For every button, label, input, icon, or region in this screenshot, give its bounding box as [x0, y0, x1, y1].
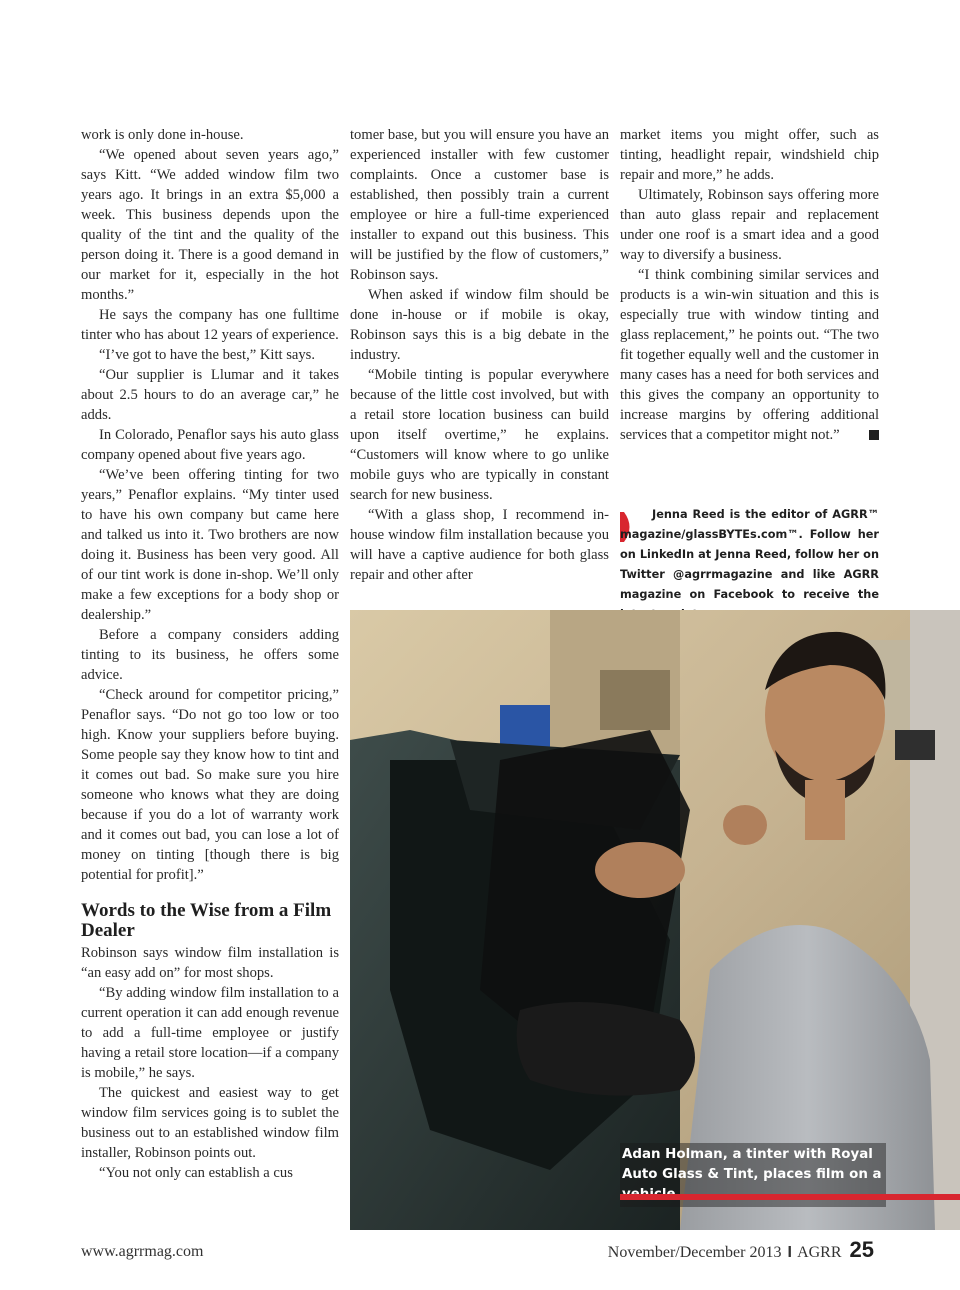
section-subheading: Words to the Wise from a Film Dealer	[81, 900, 332, 941]
paragraph: “Mobile tinting is popular everywhere because of the little cost involved, but with a retail store location business can build upon itself overtime,” he explains. “Customers will know where to go unlike mobile guys who are typically in constant search for new business.	[350, 367, 609, 503]
article-photo	[350, 610, 960, 1230]
photo-caption: Adan Holman, a tinter with Royal Auto Glass & Tint, places film on a	[620, 1143, 886, 1207]
photo-illustration	[350, 610, 960, 1230]
paragraph: tomer base, but you will ensure you have an experienced installer with few customer complaints. Once a customer base is established, then possibly train a current employee or hire a full-time experienced installer to expand out this business. This will be justified by the flow of customers,” Robinson says.	[350, 127, 609, 283]
author-bio-text: Jenna Reed is the editor of AGRR™ magazine/glassBYTEs.com™. Follow her on LinkedIn at Jenna Reed, follow her on Twitter @agrrmagazine and like AGRR magazine on Facebook to receive the	[620, 508, 879, 601]
paragraph: work is only done in-house.	[81, 127, 244, 143]
paragraph: “By adding window film installation to a current operation it can add enough revenue to add a full-time employee or justify having a retail store location—if a company is mobile,” he says.	[81, 985, 339, 1081]
paragraph: “Check around for competitor pricing,” Penaflor says. “Do not go too low or too high. Know your suppliers before buying. Some people say they know how to tint and it comes out bad. So make sure you hire someone who knows what they are doing because if you do a lot of warranty work and it comes out bad, you can lose a lot of money on tinting [though there is big potential for profit].”	[81, 687, 339, 883]
paragraph: Robinson says window film installation is “an easy add on” for most shops.	[81, 945, 339, 981]
paragraph	[620, 265, 879, 445]
end-of-article-mark	[869, 430, 879, 440]
author-bio	[620, 505, 879, 625]
footer-issue-info	[608, 1237, 874, 1263]
page-number: 25	[849, 1237, 874, 1262]
paragraph-text: “I think combining similar services and products is a win-win situation and this is especially true with window tinting and glass replacement,” he points out. “The two fit together equally well and the customer in many cases has a need for both services and this gives the company an opportunity to increase margins by offering additional services that a competitor might not.”	[620, 267, 879, 443]
paragraph: “You not only can establish a cus	[99, 1165, 293, 1181]
paragraph: Before a company considers adding tinting to its business, he offers some advice.	[81, 627, 339, 683]
footer-issue-date: November/December 2013	[607, 1244, 782, 1261]
article-column-3	[620, 125, 879, 445]
paragraph: market items you might offer, such as tinting, headlight repair, windshield chip repair and more,” he adds.	[620, 127, 879, 183]
paragraph: Ultimately, Robinson says offering more than auto glass repair and replacement under one roof is a smart idea and a good way to diversify a business.	[620, 187, 879, 263]
paragraph: When asked if window film should be done in-house or if mobile is okay, Robinson says this is a big debate in the industry.	[350, 287, 609, 363]
paragraph: The quickest and easiest way to get window film services going is to sublet the business out to an established window film installer, Robinson points out.	[81, 1085, 339, 1161]
paragraph: “Our supplier is Llumar and it takes about 2.5 hours to do an average car,” he adds.	[81, 367, 339, 423]
paragraph: He says the company has one fulltime tinter who has about 12 years of experience.	[81, 307, 339, 343]
paragraph: “We’ve been offering tinting for two years,” Penaflor explains. “My tinter used to have his own company but came here and talked us into it. Two brothers are now doing it. Business has been very good. All of our tint work is done in-shop. We’ll only make a few exceptions for a body shop or dealership.”	[81, 467, 339, 623]
footer-magazine-name: AGRR	[797, 1244, 842, 1261]
article-column-2	[350, 125, 609, 585]
caption-accent-rule	[620, 1194, 960, 1200]
footer-website: www.agrrmag.com	[81, 1243, 204, 1260]
paragraph: “I’ve got to have the best,” Kitt says.	[99, 347, 316, 363]
footer-separator: I	[787, 1244, 792, 1261]
article-column-1	[81, 125, 339, 1183]
paragraph: In Colorado, Penaflor says his auto glass company opened about five years ago.	[81, 427, 339, 463]
paragraph: “We opened about seven years ago,” says Kitt. “We added window film two years ago. It brings in an extra $5,000 a week. This business depends upon the quality of the tint and the quality of the person doing it. There is a good demand in our market for it, especially in the hot months.”	[81, 147, 339, 303]
paragraph: “With a glass shop, I recommend inhouse window film installation because you will have a captive audience for both glass repair and other after	[350, 507, 609, 583]
